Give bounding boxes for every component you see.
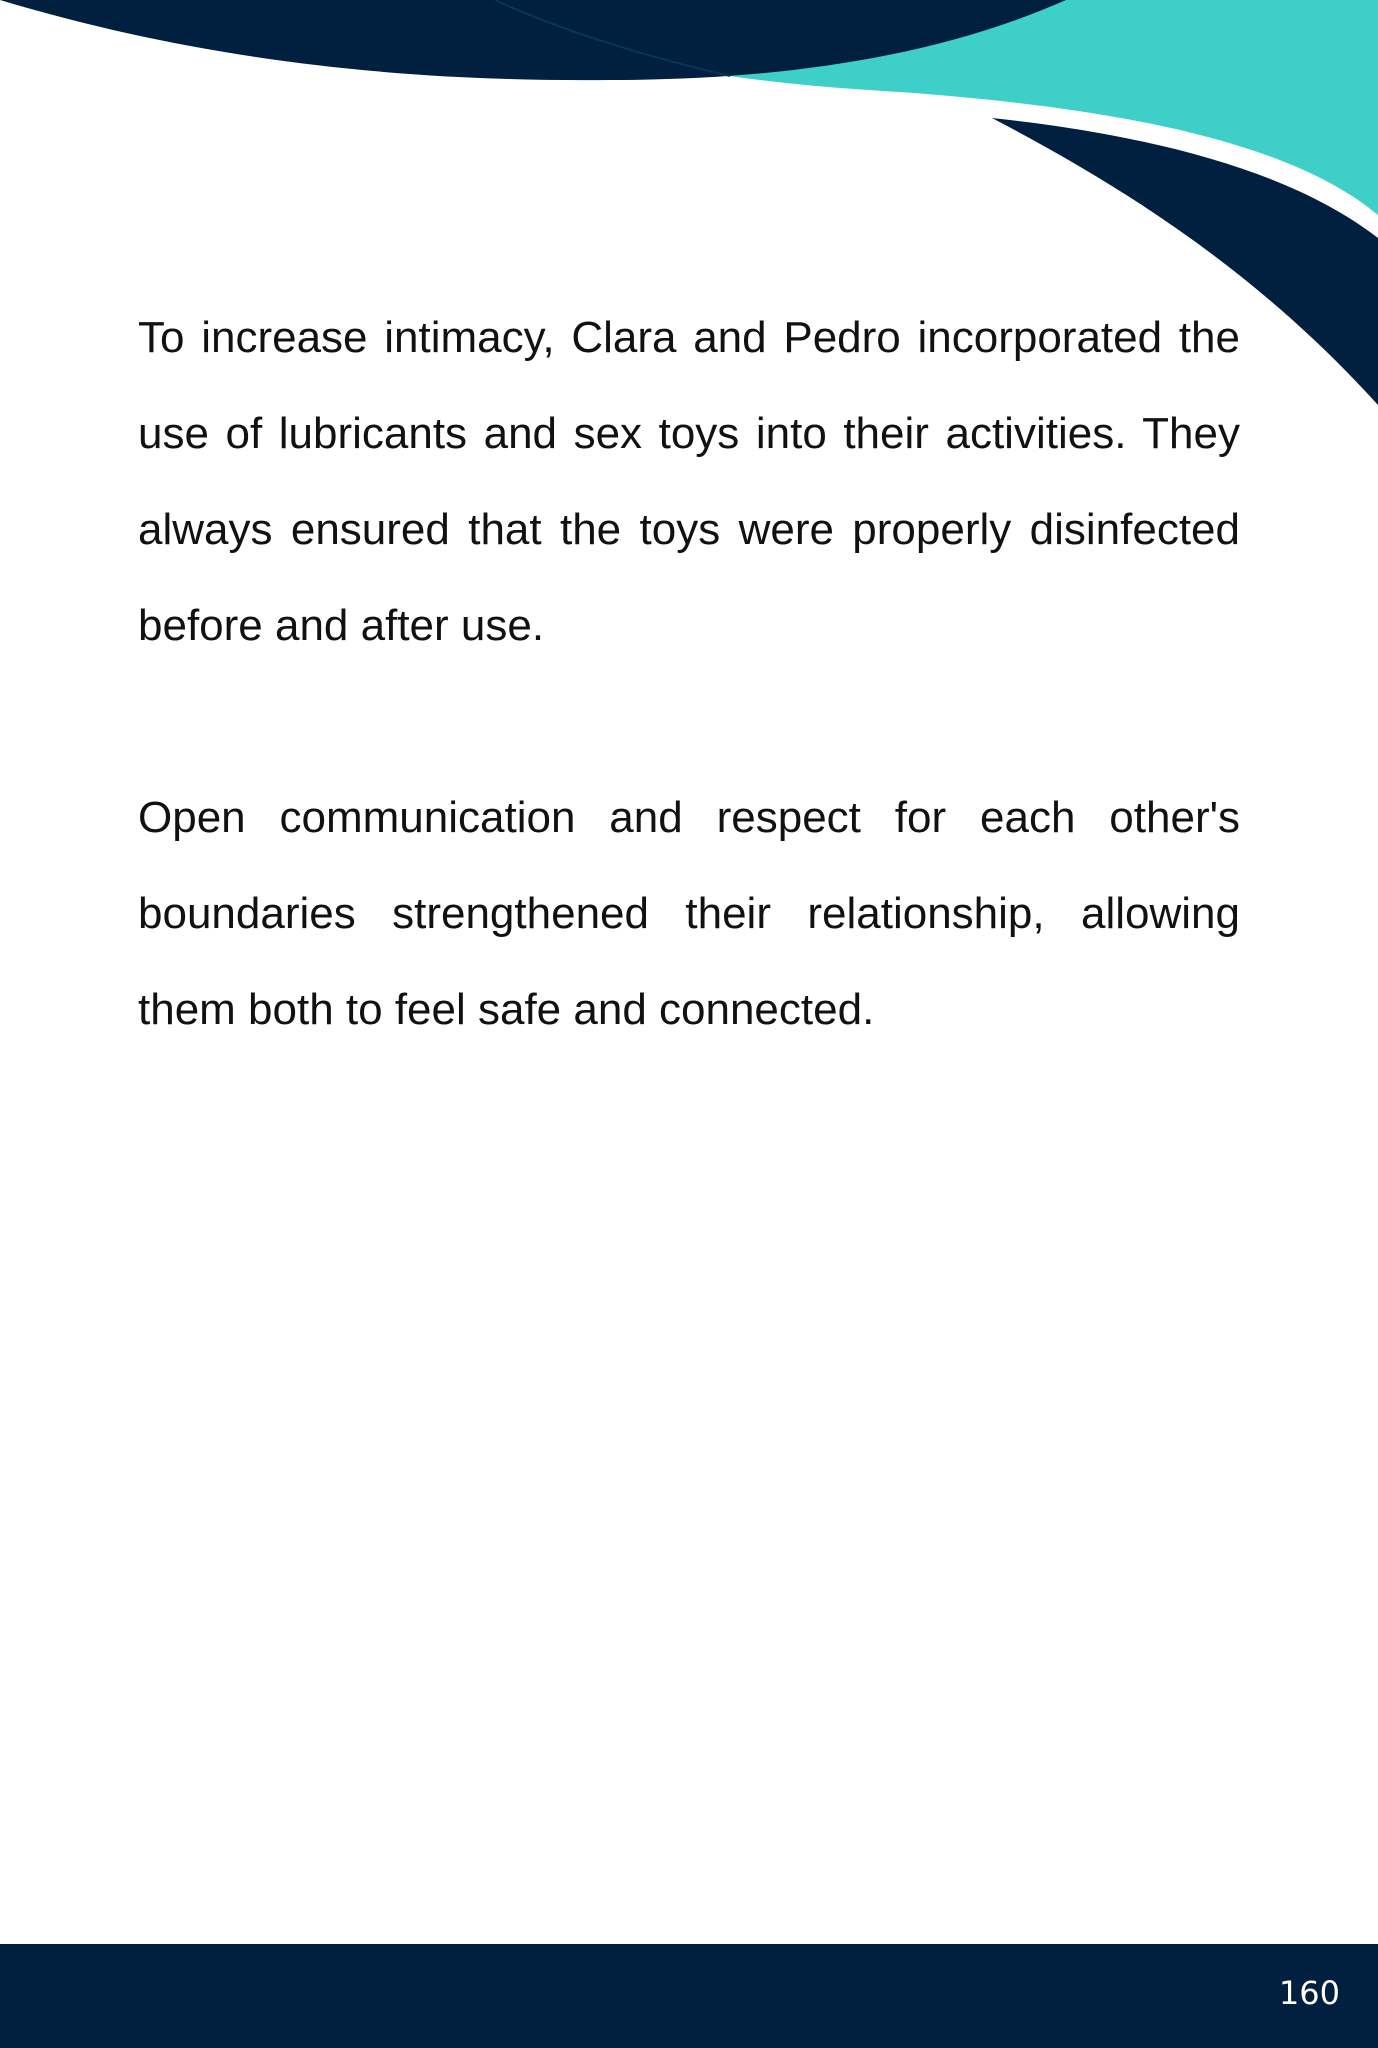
footer-bar: [0, 1944, 1378, 2048]
page-number: 160: [1278, 1974, 1340, 2012]
paragraph-2: Open communication and respect for each other's boundaries strengthened their relationship, allowing them both to feel safe and connected.: [138, 793, 1240, 1034]
paragraph-1: To increase intimacy, Clara and Pedro incorporated the use of lubricants and sex toys into their activities. They always ensured that the toys were properly disinfected before and after use.: [138, 313, 1240, 650]
body-text: [138, 290, 1240, 1154]
